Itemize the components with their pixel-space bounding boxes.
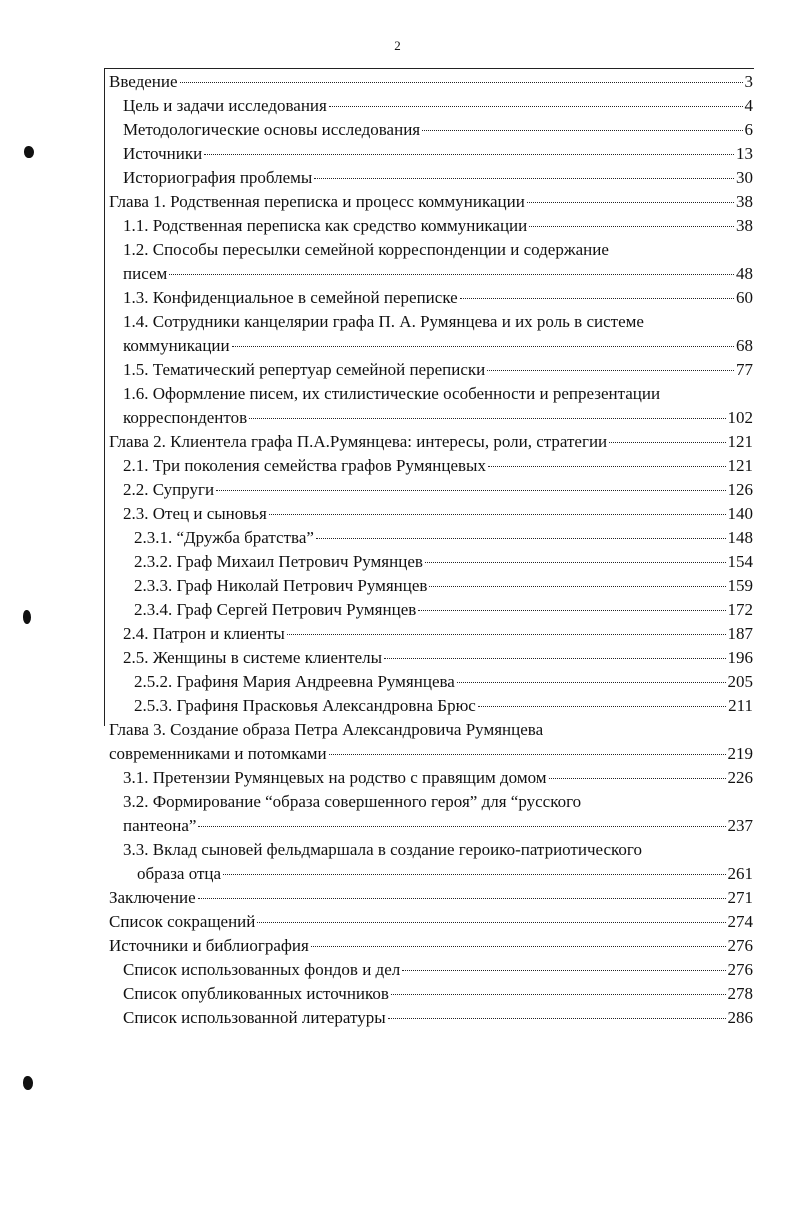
toc-entry-title: 2.3.2. Граф Михаил Петрович Румянцев <box>134 552 423 571</box>
dot-leader <box>198 898 726 899</box>
toc-entry <box>109 118 753 142</box>
dot-leader <box>422 130 742 131</box>
toc-entry <box>109 910 753 934</box>
toc-entry <box>109 526 753 550</box>
toc-entry-title-line: 3.3. Вклад сыновей фельдмаршала в создание героико-патриотического <box>123 840 642 859</box>
dot-leader <box>249 418 725 419</box>
dot-leader <box>487 370 734 371</box>
dot-leader <box>418 610 725 611</box>
toc-entry-page: 187 <box>727 624 753 643</box>
toc-entry <box>109 622 753 646</box>
toc-entry <box>109 478 753 502</box>
toc-entry <box>109 766 753 790</box>
dot-leader <box>287 634 726 635</box>
toc-entry-page: 148 <box>727 528 753 547</box>
scan-blot-mark <box>24 146 34 158</box>
toc-entry-title: Источники и библиография <box>109 936 309 955</box>
toc-entry <box>109 718 753 766</box>
toc-entry-title: 2.3.4. Граф Сергей Петрович Румянцев <box>134 600 417 619</box>
toc-entry <box>109 502 753 526</box>
toc-entry-page: 3 <box>744 72 753 91</box>
toc-entry-title: Список сокращений <box>109 912 256 931</box>
toc-entry <box>109 142 753 166</box>
toc-entry-page: 48 <box>736 264 753 283</box>
toc-entry <box>109 598 753 622</box>
dot-leader <box>329 754 726 755</box>
scan-blot-mark <box>23 1076 33 1090</box>
dot-leader <box>316 538 726 539</box>
toc-entry-title: 2.3.1. “Дружба братства” <box>134 528 314 547</box>
toc-entry-title-line: 1.4. Сотрудники канцелярии графа П. А. Румянцева и их роль в системе <box>123 312 644 331</box>
toc-entry <box>109 646 753 670</box>
dot-leader <box>391 994 726 995</box>
table-of-contents <box>109 70 753 1030</box>
toc-entry-title: корреспондентов <box>123 408 248 427</box>
dot-leader <box>216 490 725 491</box>
toc-entry-title-line: 1.2. Способы пересылки семейной корреспонденции и содержание <box>123 240 609 259</box>
toc-entry-page: 271 <box>727 888 753 907</box>
toc-entry-page: 77 <box>736 360 753 379</box>
toc-entry-page: 219 <box>727 744 753 763</box>
dot-leader <box>314 178 734 179</box>
toc-entry <box>109 382 753 430</box>
dot-leader <box>384 658 725 659</box>
toc-entry-page: 261 <box>727 864 753 883</box>
toc-entry-title: 1.5. Тематический репертуар семейной переписки <box>123 360 486 379</box>
toc-entry-title: Заключение <box>109 888 196 907</box>
dot-leader <box>457 682 726 683</box>
dot-leader <box>425 562 726 563</box>
toc-entry <box>109 238 753 286</box>
dot-leader <box>169 274 734 275</box>
toc-entry <box>109 94 753 118</box>
toc-entry-page: 140 <box>727 504 753 523</box>
dot-leader <box>223 874 725 875</box>
toc-entry-title: Список использованных фондов и дел <box>123 960 401 979</box>
toc-entry <box>109 886 753 910</box>
toc-entry-title: Глава 2. Клиентела графа П.А.Румянцева: интересы, роли, стратегии <box>109 432 608 451</box>
toc-entry-title: 2.1. Три поколения семейства графов Румянцевых <box>123 456 486 475</box>
toc-entry <box>109 790 753 838</box>
toc-entry <box>109 214 753 238</box>
toc-entry-page: 126 <box>727 480 753 499</box>
dot-leader <box>488 466 726 467</box>
toc-entry-title: пантеона” <box>123 816 197 835</box>
toc-entry-title: писем <box>123 264 168 283</box>
dot-leader <box>257 922 725 923</box>
toc-entry-title: Список опубликованных источников <box>123 984 389 1003</box>
dot-leader <box>527 202 734 203</box>
toc-entry-page: 68 <box>736 336 753 355</box>
dot-leader <box>460 298 734 299</box>
toc-entry <box>109 550 753 574</box>
toc-entry-title-line: Глава 3. Создание образа Петра Александровича Румянцева <box>109 720 544 739</box>
toc-entry <box>109 190 753 214</box>
toc-entry-page: 211 <box>728 696 753 715</box>
toc-entry-title-line: 1.6. Оформление писем, их стилистические особенности и репрезентации <box>123 384 661 403</box>
toc-entry-title: Введение <box>109 72 178 91</box>
dot-leader <box>198 826 725 827</box>
toc-entry-page: 38 <box>736 192 753 211</box>
toc-entry <box>109 454 753 478</box>
toc-entry-page: 38 <box>736 216 753 235</box>
toc-entry <box>109 838 753 886</box>
toc-entry-title: 2.3. Отец и сыновья <box>123 504 267 523</box>
dot-leader <box>269 514 726 515</box>
dot-leader <box>529 226 734 227</box>
toc-entry-title: 3.1. Претензии Румянцевых на родство с правящим домом <box>123 768 547 787</box>
toc-entry-title: образа отца <box>137 864 222 883</box>
toc-entry-page: 159 <box>727 576 753 595</box>
toc-entry <box>109 694 753 718</box>
toc-entry-title: 2.4. Патрон и клиенты <box>123 624 285 643</box>
toc-entry-title: 2.3.3. Граф Николай Петрович Румянцев <box>134 576 428 595</box>
dot-leader <box>311 946 726 947</box>
dot-leader <box>609 442 725 443</box>
dot-leader <box>478 706 726 707</box>
toc-entry <box>109 670 753 694</box>
toc-entry <box>109 934 753 958</box>
dot-leader <box>204 154 734 155</box>
toc-entry-title: Глава 1. Родственная переписка и процесс коммуникации <box>109 192 525 211</box>
dot-leader <box>429 586 725 587</box>
toc-entry-title: 1.3. Конфиденциальное в семейной переписке <box>123 288 458 307</box>
toc-entry-title: Методологические основы исследования <box>123 120 421 139</box>
toc-entry-title: 2.5. Женщины в системе клиентелы <box>123 648 383 667</box>
toc-entry-page: 154 <box>727 552 753 571</box>
toc-entry-page: 226 <box>727 768 753 787</box>
toc-entry-title: Источники <box>123 144 203 163</box>
toc-entry-title: современниками и потомками <box>109 744 327 763</box>
toc-entry-page: 121 <box>727 432 753 451</box>
toc-entry-page: 286 <box>727 1008 753 1027</box>
toc-entry-title: коммуникации <box>123 336 230 355</box>
toc-entry-page: 276 <box>727 936 753 955</box>
toc-entry-page: 237 <box>727 816 753 835</box>
toc-entry-page: 276 <box>727 960 753 979</box>
toc-entry <box>109 310 753 358</box>
toc-entry-title: Список использованной литературы <box>123 1008 386 1027</box>
scan-blot-mark <box>23 610 31 624</box>
toc-entry <box>109 430 753 454</box>
toc-entry-page: 60 <box>736 288 753 307</box>
toc-entry-title: 1.1. Родственная переписка как средство коммуникации <box>123 216 528 235</box>
toc-entry-page: 4 <box>744 96 753 115</box>
toc-entry <box>109 982 753 1006</box>
toc-entry-page: 121 <box>727 456 753 475</box>
toc-entry-title: Цель и задачи исследования <box>123 96 327 115</box>
toc-entry-page: 172 <box>727 600 753 619</box>
toc-entry-page: 274 <box>727 912 753 931</box>
dot-leader <box>402 970 725 971</box>
dot-leader <box>329 106 743 107</box>
toc-entry-title: 2.5.2. Графиня Мария Андреевна Румянцева <box>134 672 455 691</box>
dot-leader <box>232 346 734 347</box>
toc-entry <box>109 358 753 382</box>
toc-entry-page: 6 <box>744 120 753 139</box>
toc-entry-page: 278 <box>727 984 753 1003</box>
toc-entry-page: 13 <box>736 144 753 163</box>
toc-entry <box>109 70 753 94</box>
toc-entry <box>109 958 753 982</box>
toc-entry-title-line: 3.2. Формирование “образа совершенного героя” для “русского <box>123 792 582 811</box>
toc-entry-page: 205 <box>727 672 753 691</box>
dot-leader <box>388 1018 726 1019</box>
toc-entry-page: 196 <box>727 648 753 667</box>
toc-entry <box>109 574 753 598</box>
page-number: 2 <box>394 38 401 53</box>
toc-entry-page: 30 <box>736 168 753 187</box>
dot-leader <box>180 82 743 83</box>
toc-entry <box>109 286 753 310</box>
toc-entry <box>109 166 753 190</box>
toc-entry-title: Историография проблемы <box>123 168 313 187</box>
toc-entry-title: 2.2. Супруги <box>123 480 215 499</box>
toc-entry-page: 102 <box>727 408 753 427</box>
dot-leader <box>549 778 726 779</box>
toc-entry <box>109 1006 753 1030</box>
toc-entry-title: 2.5.3. Графиня Прасковья Александровна Брюс <box>134 696 476 715</box>
